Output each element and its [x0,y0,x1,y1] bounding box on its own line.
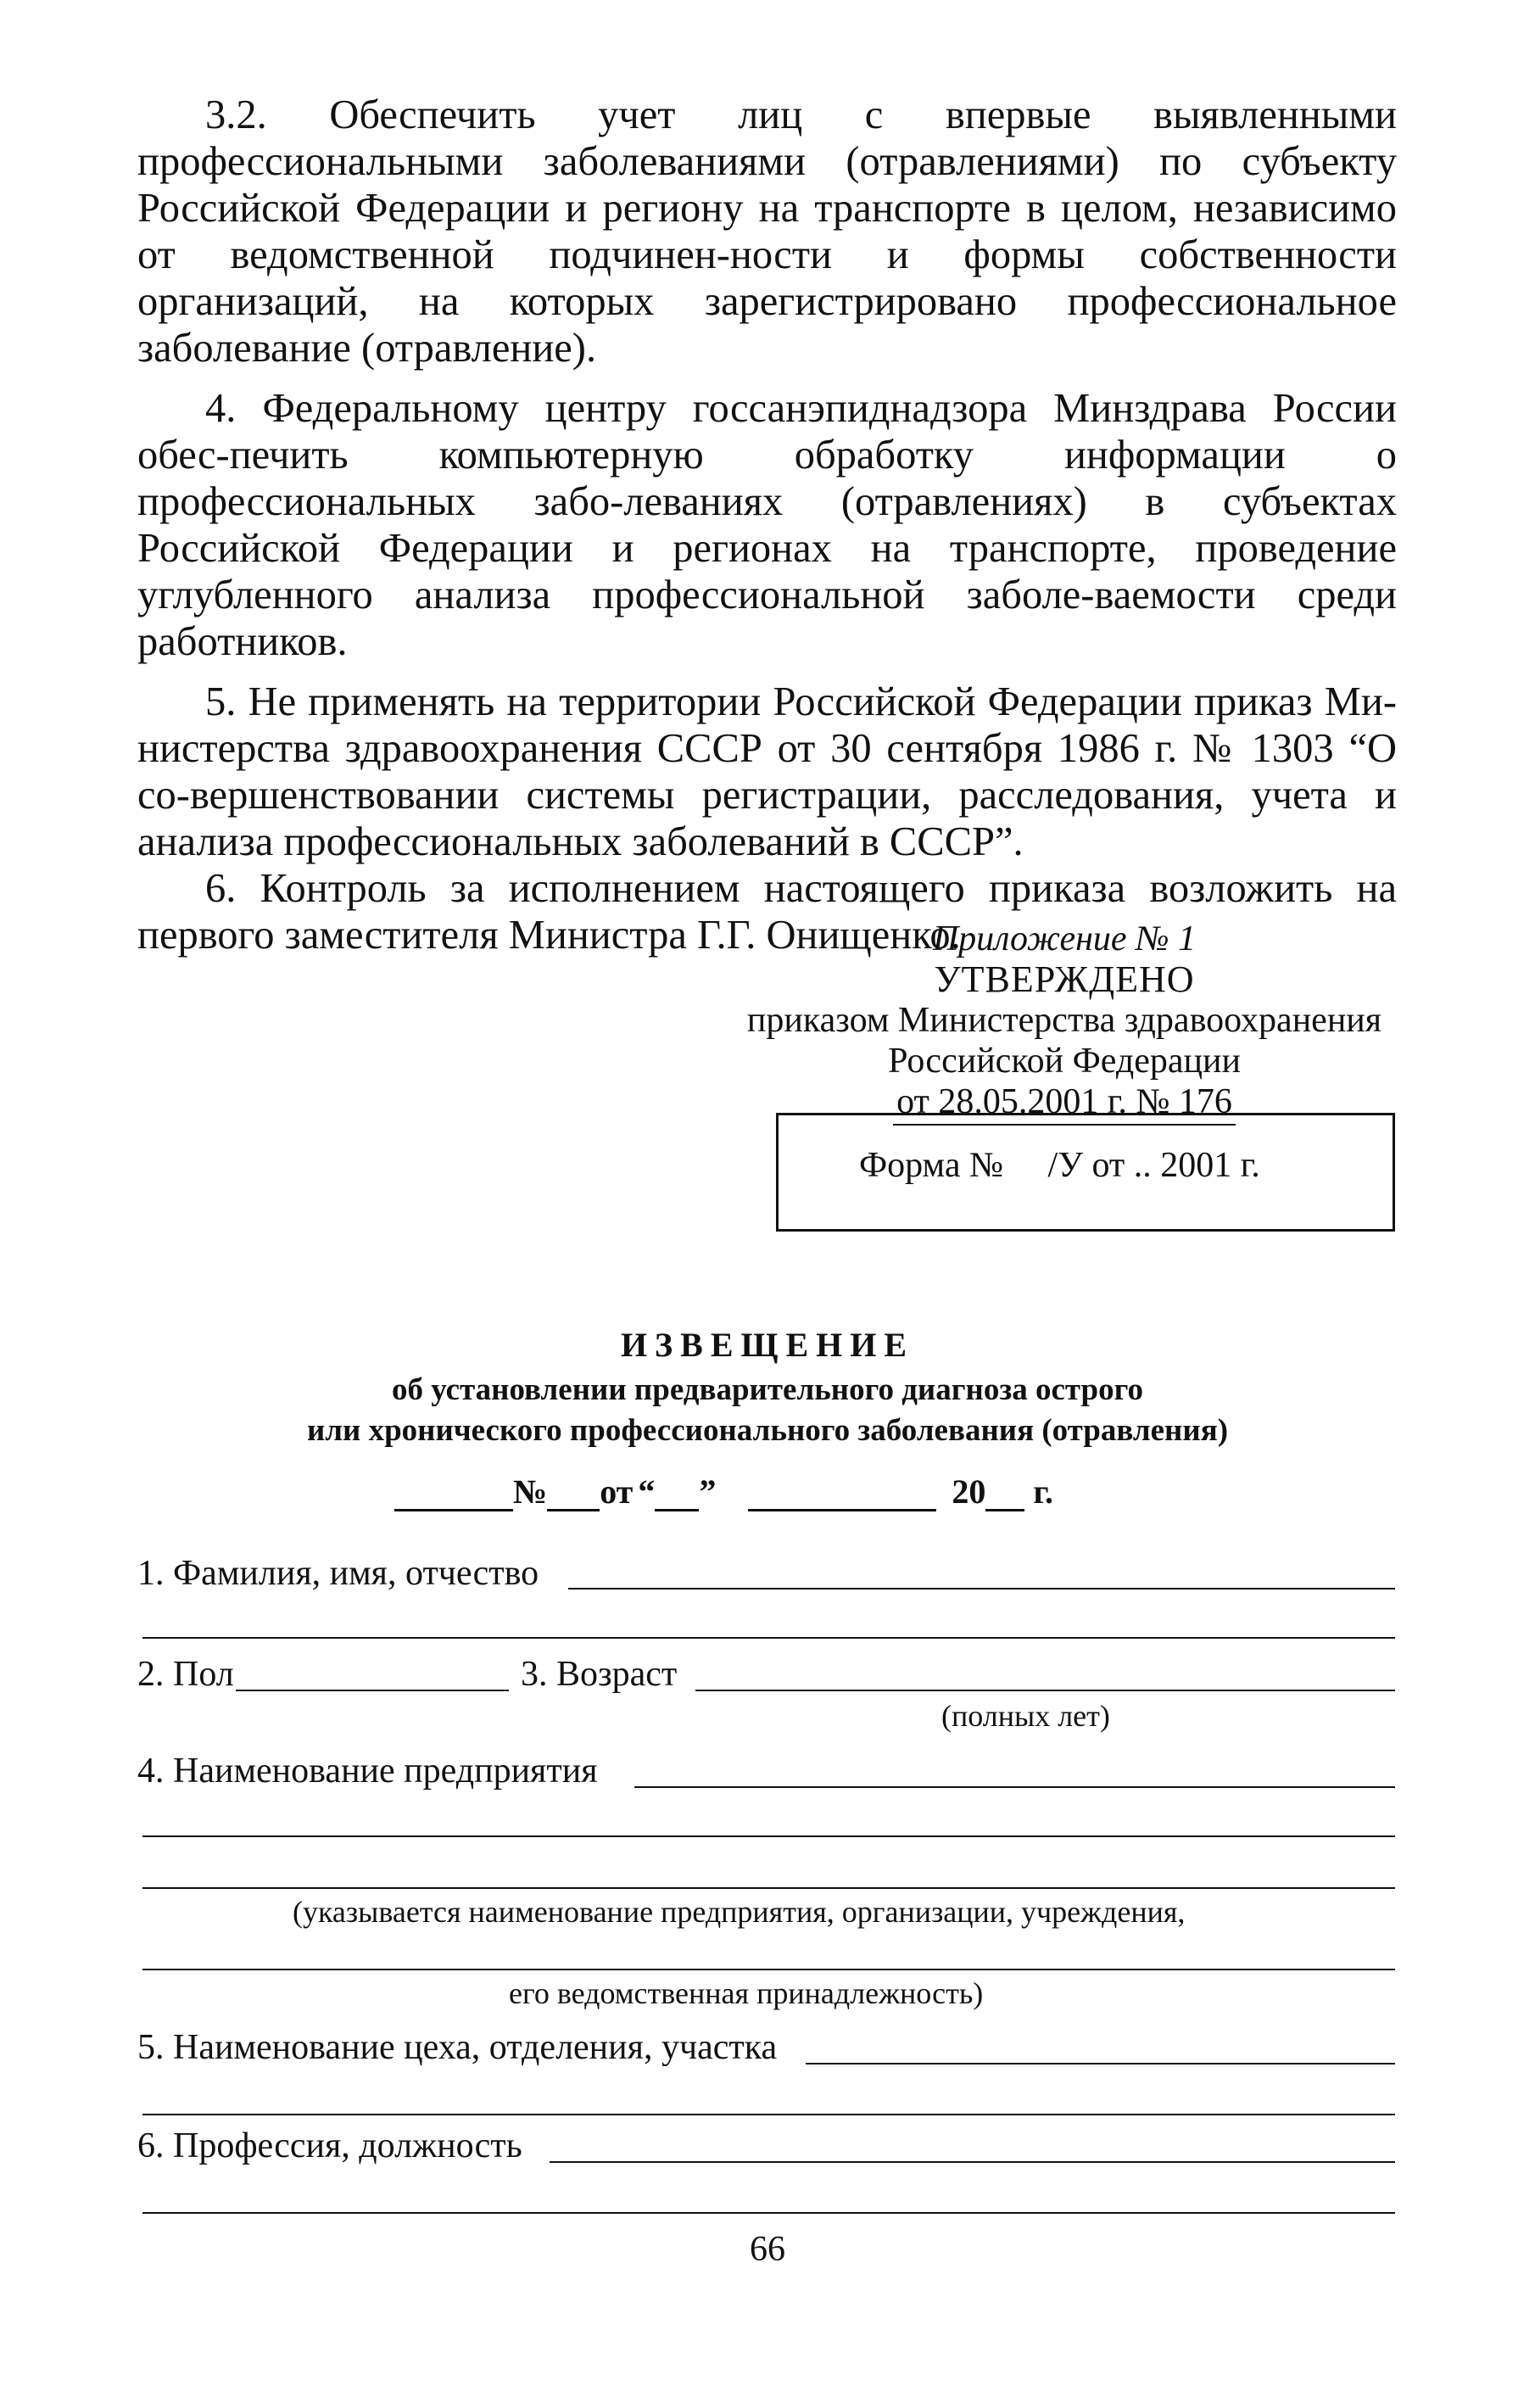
paragraph-3-2: 3.2. Обеспечить учет лиц с впервые выявленными профессиональными заболеваниями (отравлениями) по субъекту Российской Федерации и региону на транспорте в целом, независимо от ведомственной подчинен-ности и формы собственности организаций, на которых зарегистрировано профессиональное заболевание (отравление). [137,92,1397,371]
paragraph-4: 4. Федеральному центру госсанэпиднадзора Минздрава России обес-печить компьютерную обработку информации о профессиональных забо-леваниях (отравлениях) в субъектах Российской Федерации и регионах на транспорте, проведение углубленного анализа профессиональной заболе-ваемости среди работников. [137,386,1397,664]
from-label: от [600,1472,634,1511]
sex-input-line[interactable] [236,1690,509,1691]
field-enterprise-label: 4. Наименование предприятия [137,1752,598,1791]
field-sex-label: 2. Пол [137,1655,234,1694]
enterprise-input-line-4[interactable] [142,1969,1395,1970]
day-blank[interactable] [655,1475,699,1511]
profession-input-line-2[interactable] [142,2212,1395,2214]
department-input-line[interactable] [806,2063,1395,2064]
notice-subtitle: об установлении предварительного диагноза острого или хронического профессионального заболевания (отравления) [306,1372,1229,1448]
appendix-label: Приложение № 1 [932,919,1197,958]
form-number-box [776,1113,1395,1232]
approval-line-2: Российской Федерации [888,1042,1241,1081]
page-number: 66 [750,2230,785,2269]
field-age-label: 3. Возраст [521,1655,678,1694]
department-input-line-2[interactable] [142,2114,1395,2115]
paragraph-6: 6. Контроль за исполнением настоящего приказа возложить на первого заместителя Министра Г.Г. Онищенко. [137,866,1397,958]
enterprise-input-line[interactable] [634,1786,1395,1788]
approval-block [729,919,1399,1126]
notice-prefix-blank[interactable] [394,1475,513,1511]
enterprise-input-line-2[interactable] [142,1835,1395,1837]
enterprise-input-line-3[interactable] [142,1887,1395,1889]
approval-line-1: приказом Министерства здравоохранения [746,1001,1382,1040]
enterprise-caption-2: его ведомственная принадлежность) [509,1976,984,2010]
field-profession-label: 6. Профессия, должность [137,2126,522,2165]
full-name-input-line[interactable] [568,1588,1395,1590]
profession-input-line[interactable] [550,2161,1395,2163]
approval-date: от 28.05.2001 г. № 176 [893,1081,1236,1126]
notice-number-blank[interactable] [547,1475,600,1511]
field-full-name-label: 1. Фамилия, имя, отчество [137,1554,539,1593]
approved-stamp-text: УТВЕРЖДЕНО [934,958,1195,1000]
notice-number-line: № от “ ” 20 г. [394,1472,1053,1514]
age-input-line[interactable] [695,1690,1395,1691]
month-blank[interactable] [748,1475,936,1511]
full-name-input-line-2[interactable] [142,1637,1395,1639]
form-number-text: Форма № /У от .. 2001 г. [859,1146,1260,1185]
year-blank[interactable] [985,1475,1024,1511]
enterprise-caption-1: (указывается наименование предприятия, организации, учреждения, [293,1895,1186,1929]
field-department-label: 5. Наименование цеха, отделения, участка [137,2028,778,2067]
number-sign: № [513,1472,548,1511]
notice-title: ИЗВЕЩЕНИЕ [620,1326,915,1364]
age-caption: (полных лет) [941,1699,1110,1733]
order-text [137,92,1397,972]
paragraph-5: 5. Не применять на территории Российской Федерации приказ Ми-нистерства здравоохранения СССР от 30 сентября 1986 г. № 1303 “О со-вершенствовании системы регистрации, расследования, учета и анализа профессиональных заболеваний в СССР”. [137,679,1397,864]
